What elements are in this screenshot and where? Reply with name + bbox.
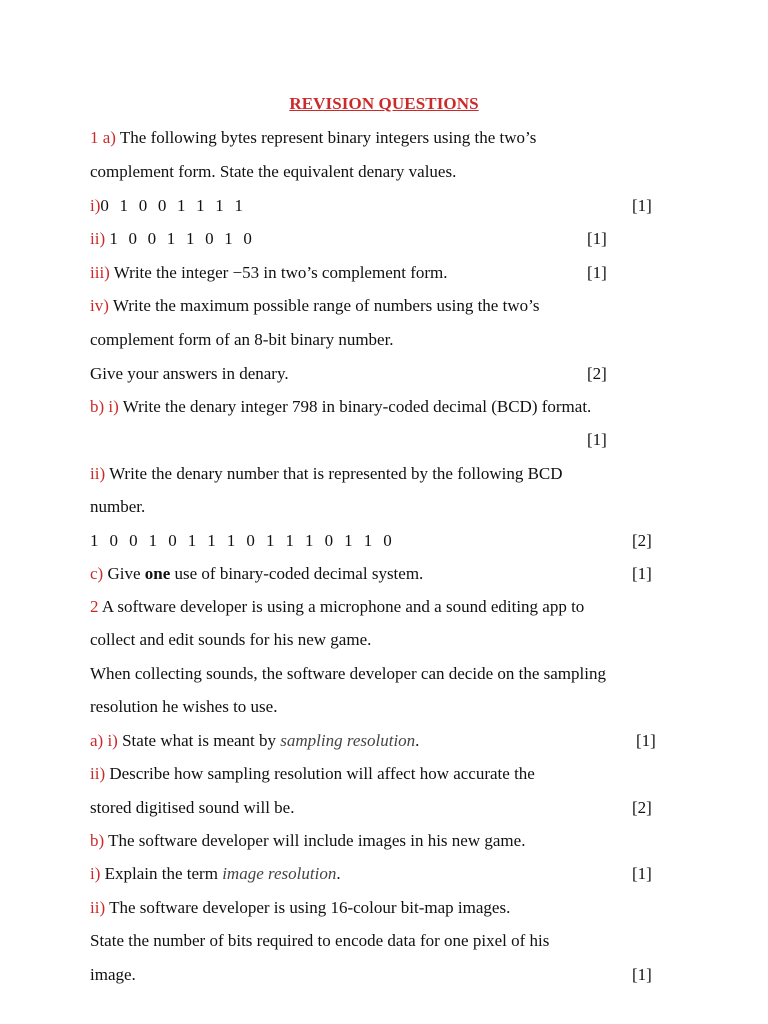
q2b-i-post: .	[336, 864, 341, 883]
q1a-line-2: complement form. State the equivalent denary values.	[90, 162, 457, 181]
q1c-mark: [1]	[632, 564, 652, 583]
q2b-i-pre: Explain the term	[104, 864, 218, 883]
q2b-text: The software developer will include images in his new game.	[108, 831, 526, 850]
q1a-iv-label: iv)	[90, 296, 109, 315]
q1a-ii-line	[90, 228, 255, 250]
q1b-ii-line-2: number.	[90, 497, 146, 516]
q2b-ii-label: ii)	[90, 898, 106, 917]
q2a-i-mark: [1]	[636, 731, 656, 750]
q1a-iv-text-1: Write the maximum possible range of numbers using the two’s	[112, 296, 540, 315]
q2b-i-line	[90, 863, 341, 885]
q1b-ii-bits: 1 0 0 1 0 1 1 1 0 1 1 1 0 1 1 0	[90, 531, 396, 550]
q1a-i-mark: [1]	[632, 196, 652, 215]
q2b-ii-mark: [1]	[632, 965, 652, 984]
q2b-i-term: image resolution	[222, 864, 337, 883]
q1a-ii-label: ii)	[90, 229, 106, 248]
q1b-i-line	[90, 396, 591, 418]
q1a-iv-line-1	[90, 295, 539, 317]
q2-text-1: A software developer is using a microphone and a sound editing app to	[101, 597, 585, 616]
q1a-iii-label: iii)	[90, 263, 110, 282]
q1a-line-1	[90, 127, 536, 149]
q1a-i-line	[90, 195, 246, 217]
q1b-i-text: Write the denary integer 798 in binary-coded decimal (BCD) format.	[122, 397, 592, 416]
q2b-ii-line-2: State the number of bits required to encode data for one pixel of his	[90, 931, 550, 950]
q1b-i-mark: [1]	[587, 430, 607, 449]
q2a-i-post: .	[415, 731, 420, 750]
q1a-ii-bits: 1 0 0 1 1 0 1 0	[109, 229, 256, 248]
q2-label: 2	[90, 597, 99, 616]
q1c-text-post: use of binary-coded decimal system.	[174, 564, 424, 583]
q2-line-4: resolution he wishes to use.	[90, 697, 278, 716]
q2-line-3: When collecting sounds, the software developer can decide on the sampling	[90, 664, 606, 683]
q2a-ii-label: ii)	[90, 764, 106, 783]
page-title: REVISION QUESTIONS	[289, 94, 479, 113]
q2b-ii-line-3: image.	[90, 965, 136, 984]
q1b-ii-line-1	[90, 463, 563, 485]
q2a-i-pre: State what is meant by	[122, 731, 277, 750]
q1b-ii-mark: [2]	[632, 531, 652, 550]
q2a-ii-mark: [2]	[632, 798, 652, 817]
q1a-i-label: i)	[90, 196, 101, 215]
q2a-i-line	[90, 730, 419, 752]
q2b-ii-line-1	[90, 897, 510, 919]
q1a-iv-mark: [2]	[587, 364, 607, 383]
q2b-line	[90, 830, 525, 852]
q1c-text-bold: one	[144, 564, 171, 583]
q1c-line	[90, 563, 423, 585]
q1a-iii-mark: [1]	[587, 263, 607, 282]
q2a-ii-text-1: Describe how sampling resolution will affect how accurate the	[109, 764, 535, 783]
q2b-i-mark: [1]	[632, 864, 652, 883]
q1a-text-1: The following bytes represent binary integers using the two’s	[119, 128, 537, 147]
q2b-i-label: i)	[90, 864, 101, 883]
q2b-label: b)	[90, 831, 105, 850]
q1a-i-bits: 0 1 0 0 1 1 1 1	[100, 196, 247, 215]
q2-line-2: collect and edit sounds for his new game.	[90, 630, 372, 649]
q2a-i-term: sampling resolution	[280, 731, 416, 750]
q1b-ii-text-1: Write the denary number that is represented by the following BCD	[109, 464, 563, 483]
q1c-label: c)	[90, 564, 104, 583]
q1b-ii-label: ii)	[90, 464, 106, 483]
q1c-text-pre: Give	[107, 564, 141, 583]
q2-line-1	[90, 596, 584, 618]
q2a-i-label: a) i)	[90, 731, 118, 750]
q1b-i-label: b) i)	[90, 397, 119, 416]
q2b-ii-text-1: The software developer is using 16-colour bit-map images.	[109, 898, 511, 917]
q2a-ii-line-1	[90, 763, 535, 785]
q1a-iv-line-2: complement form of an 8-bit binary number.	[90, 330, 394, 349]
q1a-iii-text: Write the integer −53 in two’s complement form.	[113, 263, 448, 282]
q2a-ii-line-2: stored digitised sound will be.	[90, 798, 295, 817]
q1a-ii-mark: [1]	[587, 229, 607, 248]
q1a-label: 1 a)	[90, 128, 116, 147]
q1a-iv-line-3: Give your answers in denary.	[90, 364, 289, 383]
q1a-iii-line	[90, 262, 448, 284]
